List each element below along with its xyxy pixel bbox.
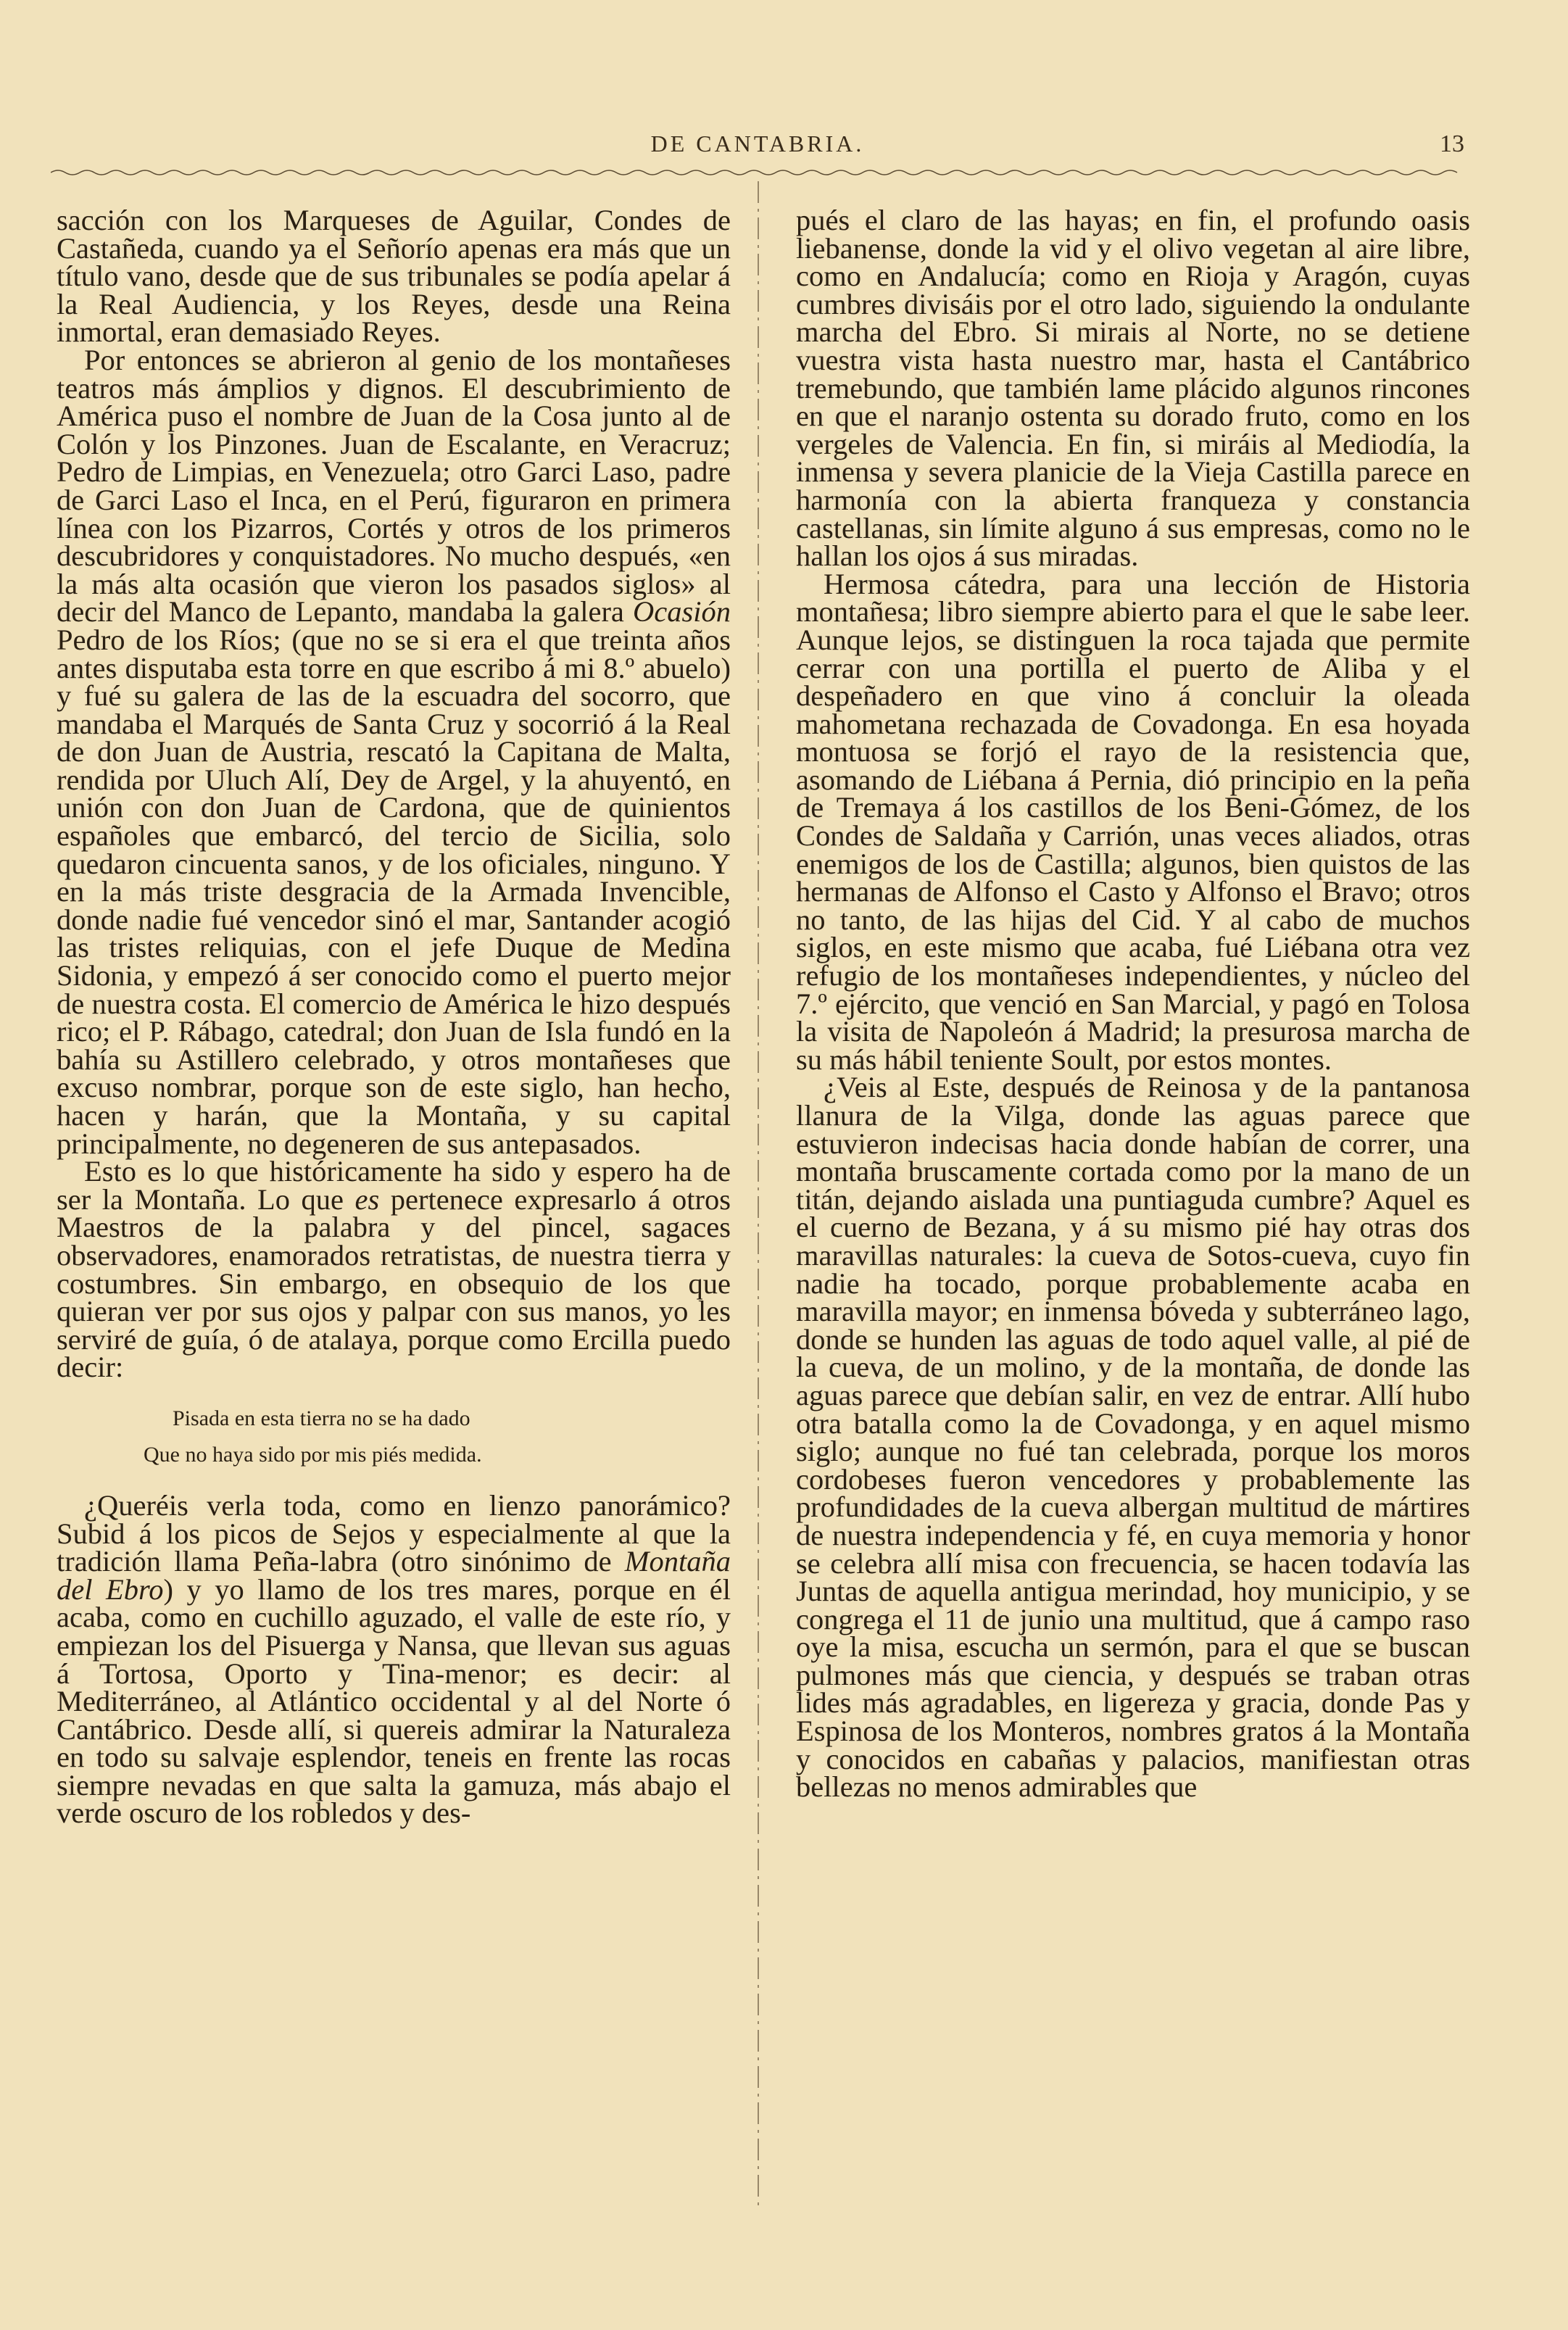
right-column — [796, 207, 1470, 2207]
column-divider — [757, 181, 760, 2211]
emphasis: Montaña del Ebro — [57, 1545, 731, 1606]
paragraph: ¿Queréis verla toda, como en lienzo panorámico? Subid á los picos de Sejos y especialmente al que la tradición llama Peña-labra (otro sinónimo de Montaña del Ebro) y yo llamo de los tres mares, porque en él acaba, como en cuchillo aguzado, el valle de este río, y empiezan los del Pisuerga y Nansa, que llevan sus aguas á Tortosa, Oporto y Tina-menor; es decir: al Mediterráneo, al Atlántico occidental y al del Norte ó Cantábrico. Desde allí, si quereis admirar la Naturaleza en todo su salvaje esplendor, teneis en frente las rocas siempre nevadas en que salta la gamuza, más abajo el verde oscuro de los robledos y des- — [57, 1488, 731, 1830]
paragraph: Esto es lo que históricamente ha sido y espero ha de ser la Montaña. Lo que es pertenece expresarlo á otros Maestros de la palabra y del pincel, sagaces observadores, enamorados retratistas, de nuestra tierra y costumbres. Sin embargo, en obsequio de los que quieran ver por sus ojos y palpar con sus manos, yo les serviré de guía, ó de atalaya, porque como Ercilla puedo decir: — [57, 1155, 731, 1384]
paragraph: Hermosa cátedra, para una lección de Historia montañesa; libro siempre abierto para el que le sabe leer. Aunque lejos, se distinguen la roca tajada que permite cerrar con una portilla el puerto de Aliba y el despeñadero en que vino á concluir la oleada mahometana rechazada de Covadonga. En esa hoyada montuosa se forjó el rayo de la resistencia que, asomando de Liébana á Pernia, dió principio en la peña de Tremaya á los castillos de los Beni-Gómez, de los Condes de Saldaña y Carrión, unas veces aliados, otras enemigos de los de Castilla; algunos, bien quistos de las hermanas de Alfonso el Casto y Alfonso el Bravo; otros no tanto, de las hijas del Cid. Y al cabo de muchos siglos, en este mismo que acaba, fué Liébana otra vez refugio de los montañeses independientes, y núcleo del 7.º ejército, que venció en San Marcial, y pagó en Tolosa la visita de Napoleón á Madrid; la presurosa marcha de su más hábil teniente Soult, por estos montes. — [796, 567, 1470, 1076]
left-column — [57, 207, 731, 2207]
verse-line: Pisada en esta tierra no se ha dado — [173, 1406, 470, 1430]
page-number: 13 — [1440, 130, 1464, 157]
running-title: DE CANTABRIA. — [650, 130, 865, 157]
wavy-rule-divider — [51, 165, 1464, 180]
paragraph: sacción con los Marqueses de Aguilar, Condes de Castañeda, cuando ya el Señorío apenas era más que un título vano, desde que de sus tribunales se podía apelar á la Real Audiencia, y los Reyes, desde una Reina inmortal, eran demasiado Reyes. — [57, 207, 731, 349]
paragraph: pués el claro de las hayas; en fin, el profundo oasis liebanense, donde la vid y el olivo vegetan al aire libre, como en Andalucía; como en Rioja y Aragón, cuyas cumbres divisáis por el otro lado, siguiendo la ondulante marcha del Ebro. Si mirais al Norte, no se detiene vuestra vista hasta nuestro mar, hasta el Cantábrico tremebundo, que también lame plácido algunos rincones en que el naranjo ostenta su dorado fruto, como en los vergeles de Valencia. En fin, si miráis al Mediodía, la inmensa y severa planicie de la Vieja Castilla parece en harmonía con la abierta franqueza y constancia castellanas, sin límite alguno á sus empresas, como no le hallan los ojos á sus miradas. — [796, 207, 1470, 573]
verse-quote — [57, 1401, 731, 1473]
emphasis: es — [354, 1182, 380, 1216]
paragraph: Por entonces se abrieron al genio de los montañeses teatros más ámplios y dignos. El descubrimiento de América puso el nombre de Juan de la Cosa junto al de Colón y los Pinzones. Juan de Escalante, en Veracruz; Pedro de Limpias, en Venezuela; otro Garci Laso, padre de Garci Laso el Inca, en el Perú, figuraron en primera línea con los Pizarros, Cortés y otros de los primeros descubridores y conquistadores. No mucho después, «en la más alta ocasión que vieron los pasados siglos» al decir del Manco de Lepanto, mandaba la galera Ocasión Pedro de los Ríos; (que no se si era el que treinta años antes disputaba esta torre en que escribo á mi 8.º abuelo) y fué su galera de las de la escuadra del socorro, que mandaba el Marqués de Santa Cruz y socorrió á la Real de don Juan de Austria, rescató la Capitana de Malta, rendida por Uluch Alí, Dey de Argel, y la ahuyentó, en unión con don Juan de Cardona, que de quinientos españoles que embarcó, del tercio de Sicilia, solo quedaron cincuenta sanos, y de los oficiales, ninguno. Y en la más triste desgracia de la Armada Invencible, donde nadie fué vencedor sinó el mar, Santander acogió las tristes reliquias, con el jefe Duque de Medina Sidonia, y empezó á ser conocido como el puerto mejor de nuestra costa. El comercio de América le hizo después rico; el P. Rábago, catedral; don Juan de Isla fundó en la bahía su Astillero celebrado, y otros montañeses que excuso nombrar, porque son de este siglo, han hecho, hacen y harán, que la Montaña, y su capital principalmente, no degeneren de sus antepasados. — [57, 343, 731, 1160]
paragraph: ¿Veis al Este, después de Reinosa y de la pantanosa llanura de la Vilga, donde las aguas parece que estuvieron indecisas hacia donde habían de correr, una montaña bruscamente cortada como por la mano de un titán, dejando aislada una puntiaguda cumbre? Aquel es el cuerno de Bezana, y á su mismo pié hay otras dos maravillas naturales: la cueva de Sotos-cueva, cuyo fin nadie ha tocado, porque probablemente acaba en maravilla mayor; en inmensa bóveda y subterráneo lago, donde se hunden las aguas de todo aquel valle, al pié de la cueva, de un molino, y de la montaña, de donde las aguas parece que debían salir, en vez de entrar. Allí hubo otra batalla como la de Covadonga, y en aquel mismo siglo; aunque no fué tan celebrada, porque los moros cordobeses fueron vencedores y probablemente las profundidades de la cueva albergan multitud de mártires de nuestra independencia y fé, en cuya memoria y honor se celebra allí misa con frecuencia, se hacen todavía las Juntas de aquella antigua merindad, hoy municipio, y se congrega el 11 de junio una multitud, que á campo raso oye la misa, escucha un sermón, para el que se buscan pulmones más que ciencia, y después se traban otras lides más agradables, en ligereza y gracia, donde Pas y Espinosa de los Monteros, nombres gratos á la Montaña y conocidos en cabañas y palacios, manifiestan otras bellezas no menos admirables que — [796, 1071, 1470, 1804]
ship-name: Ocasión — [633, 595, 731, 629]
verse-line: Que no haya sido por mis piés medida. — [144, 1442, 482, 1467]
